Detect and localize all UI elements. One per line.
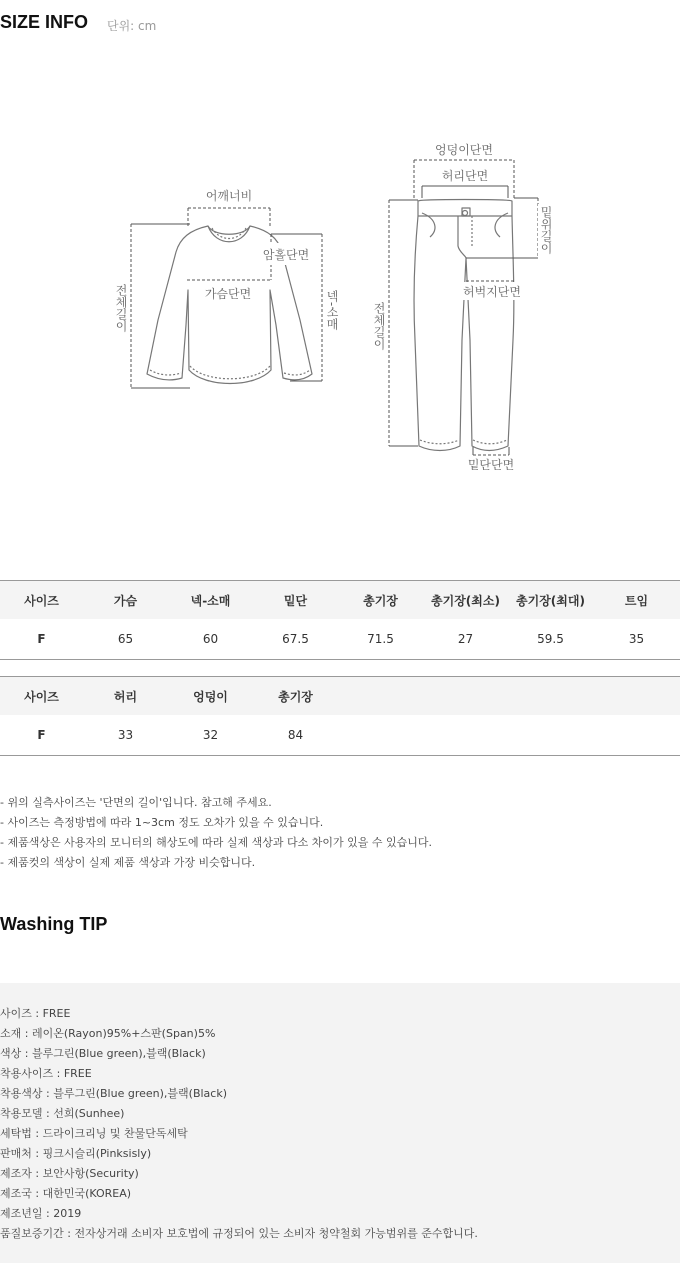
table-cell: 27 (457, 632, 474, 646)
info-line: 제조자 : 보안사항(Security) (0, 1167, 139, 1180)
info-line: 판매처 : 핑크시슬리(Pinksisly) (0, 1147, 152, 1160)
empty-cell (508, 715, 593, 756)
info-line: 착용색상 : 블루그린(Blue green),블랙(Black) (0, 1087, 227, 1100)
empty-header (423, 677, 508, 716)
info-line: 착용사이즈 : FREE (0, 1067, 92, 1080)
empty-header (338, 677, 423, 716)
empty-cell (423, 715, 508, 756)
empty-header (593, 677, 680, 716)
hip-label: 엉덩이단면 (435, 143, 493, 157)
hem-label: 밑단단면 (467, 458, 515, 472)
unit-label: 단위: cm (107, 19, 157, 33)
rise-label: 밑위길이 (539, 206, 553, 254)
note-line: - 제품색상은 사용자의 모니터의 해상도에 따라 실제 색상과 다소 차이가 있을 수 있습니다. (0, 836, 432, 849)
table-cell: 84 (287, 728, 304, 742)
info-line: 사이즈 : FREE (0, 1007, 71, 1020)
info-line: 착용모델 : 선희(Sunhee) (0, 1107, 125, 1120)
table-header-row (0, 677, 680, 716)
size-notes (0, 793, 432, 873)
thigh-label: 허벅지단면 (463, 285, 521, 299)
table-cell: 59.5 (537, 632, 564, 646)
waist-label: 허리단면 (441, 169, 489, 183)
table-cell: 65 (117, 632, 134, 646)
product-info-list (0, 1004, 478, 1244)
table-cell: 60 (202, 632, 219, 646)
info-line: 제조년일 : 2019 (0, 1207, 82, 1220)
product-info-box (0, 983, 680, 1263)
empty-cell (338, 715, 423, 756)
top-size-table (0, 580, 680, 660)
neck-sleeve-label: 넥-소매 (325, 289, 339, 331)
info-line: 색상 : 블루그린(Blue green),블랙(Black) (0, 1047, 206, 1060)
info-line: 소재 : 레이온(Rayon)95%+스판(Span)5% (0, 1027, 216, 1040)
table-cell: F (37, 728, 46, 742)
column-header: 총기장 (253, 677, 338, 716)
pants-illustration (414, 200, 514, 451)
note-line: - 사이즈는 측정방법에 따라 1~3cm 정도 오차가 있을 수 있습니다. (0, 816, 324, 829)
table-cell: 67.5 (282, 632, 309, 646)
bottom-size-table (0, 676, 680, 756)
note-line: - 제품컷의 색상이 실제 제품 색상과 가장 비슷합니다. (0, 856, 256, 869)
info-line: 세탁법 : 드라이크리닝 및 찬물단독세탁 (0, 1127, 188, 1140)
table-cell: 35 (628, 632, 645, 646)
table-row (0, 619, 680, 660)
table-cell: 71.5 (367, 632, 394, 646)
empty-header (508, 677, 593, 716)
column-header: 트임 (593, 581, 680, 620)
column-header: 사이즈 (0, 581, 83, 620)
column-header: 엉덩이 (168, 677, 253, 716)
column-header: 허리 (83, 677, 168, 716)
column-header: 밑단 (253, 581, 338, 620)
bottom-total-length-label: 전체길이 (372, 302, 386, 350)
table-row (0, 715, 680, 756)
shoulder-label: 어깨너비 (205, 189, 253, 203)
top-total-length-label: 전체길이 (114, 284, 128, 332)
column-header: 총기장 (338, 581, 423, 620)
column-header: 총기장(최소) (423, 581, 508, 620)
table-cell: F (37, 632, 46, 646)
info-line: 품질보증기간 : 전자상거래 소비자 보호법에 규정되어 있는 소비자 청약철회 가능범위를 준수합니다. (0, 1227, 478, 1240)
chest-label: 가슴단면 (204, 287, 252, 301)
column-header: 사이즈 (0, 677, 83, 716)
note-line: - 위의 실측사이즈는 '단면의 길이'입니다. 참고해 주세요. (0, 796, 272, 809)
washing-tip-title: Washing TIP (0, 914, 108, 934)
size-diagram (0, 130, 680, 480)
column-header: 가슴 (83, 581, 168, 620)
table-cell: 33 (117, 728, 134, 742)
empty-cell (593, 715, 680, 756)
info-line: 제조국 : 대한민국(KOREA) (0, 1187, 132, 1200)
armhole-label: 암홀단면 (262, 248, 310, 262)
table-header-row (0, 581, 680, 620)
size-info-title: SIZE INFO (0, 12, 89, 32)
column-header: 넥-소매 (168, 581, 253, 620)
table-cell: 32 (202, 728, 219, 742)
column-header: 총기장(최대) (508, 581, 593, 620)
